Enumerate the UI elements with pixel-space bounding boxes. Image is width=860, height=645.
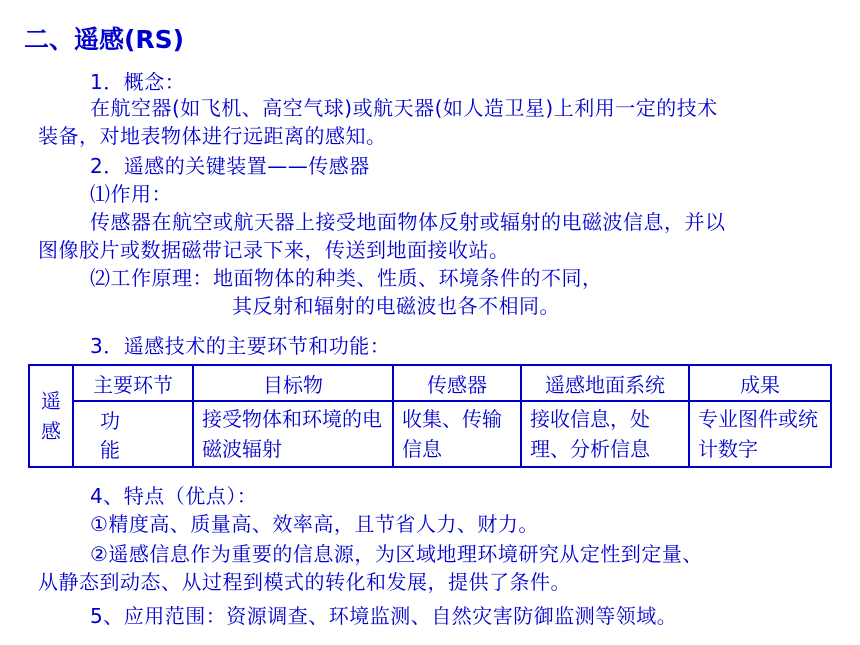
- features-heading: 4、特点（优点）：: [90, 484, 258, 508]
- application-text: 5、应用范围：资源调查、环境监测、自然灾害防御监测等领域。: [90, 604, 678, 628]
- table-header-cell: 遥感地面系统: [521, 365, 689, 401]
- function-heading: ⑴作用：: [90, 182, 172, 206]
- table-header-cell: 目标物: [193, 365, 393, 401]
- function-text-1: 传感器在航空或航天器上接受地面物体反射或辐射的电磁波信息，并以: [90, 210, 726, 234]
- table-side-label: 遥感: [29, 365, 73, 467]
- concept-text-1: 在航空器(如飞机、高空气球)或航天器(如人造卫星)上利用一定的技术: [90, 96, 718, 120]
- tech-heading: 3．遥感技术的主要环节和功能：: [90, 334, 391, 358]
- table-row: [29, 401, 831, 467]
- table-header-cell: 成果: [689, 365, 831, 401]
- feature-item-2-cont: 从静态到动态、从过程到模式的转化和发展，提供了条件。: [38, 570, 571, 594]
- concept-heading: 1．概念：: [90, 70, 186, 94]
- feature-item-1: ①精度高、质量高、效率高，且节省人力、财力。: [90, 512, 539, 536]
- remote-sensing-table: [28, 364, 832, 468]
- function-text-2: 图像胶片或数据磁带记录下来，传送到地面接收站。: [38, 238, 510, 262]
- table-cell: 专业图件或统计数字: [689, 401, 831, 467]
- table-header-row: [29, 365, 831, 401]
- table-row-label: 功能: [73, 401, 193, 467]
- sensor-heading: 2．遥感的关键装置——传感器: [90, 154, 370, 178]
- concept-text-2: 装备，对地表物体进行远距离的感知。: [38, 124, 387, 148]
- slide-title: 二、遥感(RS): [24, 25, 185, 54]
- table-cell: 收集、传输信息: [393, 401, 521, 467]
- table-header-cell: 主要环节: [73, 365, 193, 401]
- table-cell: 接受物体和环境的电磁波辐射: [193, 401, 393, 467]
- feature-item-2: ②遥感信息作为重要的信息源，为区域地理环境研究从定性到定量、: [90, 542, 703, 566]
- table-header-cell: 传感器: [393, 365, 521, 401]
- principle-text-1: ⑵工作原理：地面物体的种类、性质、环境条件的不同，: [90, 266, 603, 290]
- principle-text-2: 其反射和辐射的电磁波也各不相同。: [232, 294, 560, 318]
- table-cell: 接收信息，处理、分析信息: [521, 401, 689, 467]
